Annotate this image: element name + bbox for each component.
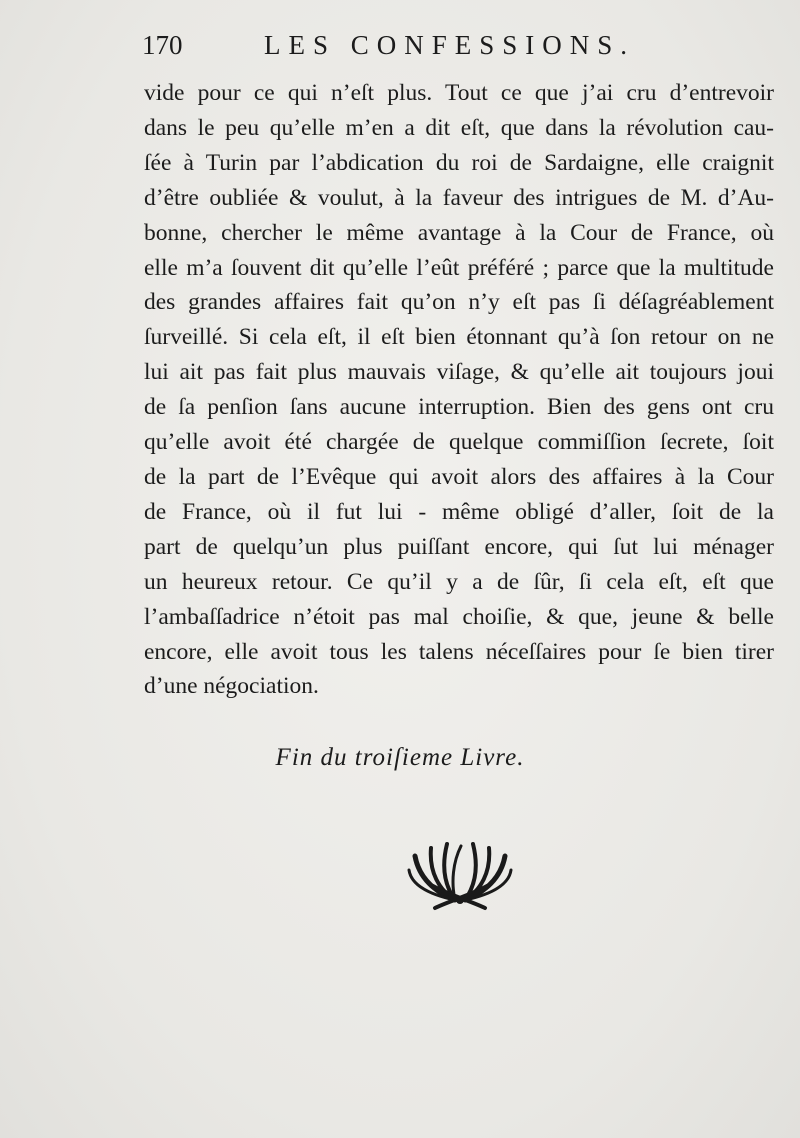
text-line: ſurveillé. Si cela eſt, il eſt bien étonnant qu’à ſon retour on ne xyxy=(144,324,774,351)
text-line: des grandes affaires fait qu’on n’y eſt pas ſi déſagréablement xyxy=(144,289,774,316)
running-title: LES CONFESSIONS. xyxy=(264,30,636,60)
page-number: 170 xyxy=(142,30,183,60)
cornucopia-vignette-icon xyxy=(405,832,515,912)
text-line: d’une négociation. xyxy=(144,673,319,700)
text-line: de France, où il fut lui - même obligé d’aller, ſoit de la xyxy=(144,498,774,525)
text-line: encore, elle avoit tous les talens néceſſaires pour ſe bien tirer xyxy=(144,638,774,665)
text-line: dans le peu qu’elle m’en a dit eſt, que dans la révolution cau- xyxy=(144,114,774,141)
text-line: ſée à Turin par l’abdication du roi de Sardaigne, elle craignit xyxy=(144,149,774,176)
text-line: lui ait pas fait plus mauvais viſage, & qu’elle ait toujours joui xyxy=(144,359,774,386)
body-text xyxy=(144,76,774,704)
text-line: de la part de l’Evêque qui avoit alors des affaires à la Cour xyxy=(144,463,774,490)
page-header xyxy=(142,26,662,66)
text-line: bonne, chercher le même avantage à la Cour de France, où xyxy=(144,219,774,246)
text-line: elle m’a ſouvent dit qu’elle l’eût préféré ; parce que la multitude xyxy=(144,254,774,281)
text-line: de ſa penſion ſans aucune interruption. Bien des gens ont cru xyxy=(144,394,774,421)
text-line: l’ambaſſadrice n’étoit pas mal choiſie, & que, jeune & belle xyxy=(144,603,774,630)
text-line: un heureux retour. Ce qu’il y a de ſûr, ſi cela eſt, eſt que xyxy=(144,568,774,595)
text-line: vide pour ce qui n’eſt plus. Tout ce que j’ai cru d’entrevoir xyxy=(144,80,774,106)
text-line: qu’elle avoit été chargée de quelque commiſſion ſecrete, ſoit xyxy=(144,429,774,456)
end-of-book-note: Fin du troiſieme Livre. xyxy=(275,744,525,771)
text-line: part de quelqu’un plus puiſſant encore, qui ſut lui ménager xyxy=(144,533,774,560)
text-line: d’être oubliée & voulut, à la faveur des intrigues de M. d’Au- xyxy=(144,184,774,211)
